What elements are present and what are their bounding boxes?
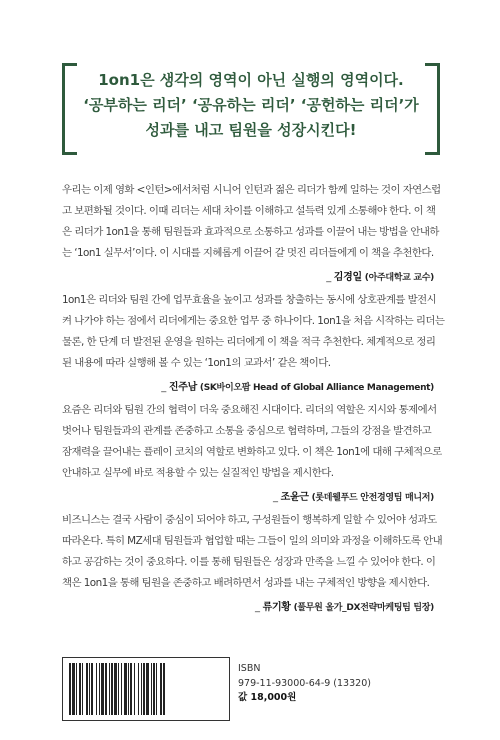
barcode-bar: [82, 663, 83, 715]
recommendation-line: 1on1은 리더와 팀원 간에 업무효율을 높이고 성과를 창출하는 동시에 상호관계를 발전시: [62, 294, 437, 306]
barcode-bar: [69, 663, 71, 715]
recommender-name: 조윤근: [280, 492, 309, 503]
barcode-icon: [63, 658, 229, 720]
barcode-bar: [89, 663, 90, 715]
recommendation-line: 우리는 이제 영화 <인턴>에서처럼 시니어 인턴과 젊은 리더가 함께 일하는 것이 자연스럽: [62, 184, 441, 196]
barcode-bar: [96, 663, 97, 715]
barcode-bar: [156, 663, 157, 715]
recommender-name: 김경일: [333, 272, 362, 283]
barcode-bar: [121, 663, 122, 715]
recommendation-3: [62, 400, 442, 506]
barcode-bar: [76, 663, 77, 715]
headline-text: [76, 68, 426, 143]
recommendation-2: [62, 290, 445, 396]
recommendation-line: 은 리더가 1on1을 통해 팀원들과 효과적으로 소통하고 성과를 이끌어 내는 방법을 안내하: [62, 226, 439, 238]
isbn-label: ISBN: [238, 663, 261, 674]
barcode-bar: [72, 663, 75, 715]
recommender-name: 류기황: [262, 602, 291, 613]
recommendation-4: [62, 510, 443, 616]
signature-dash: _: [161, 382, 166, 393]
recommender-signature: [62, 380, 434, 396]
left-bracket: [62, 63, 77, 155]
recommendation-line: 따라온다. 특히 MZ세대 팀원들과 협업할 때는 그들이 일의 의미와 과정을 이해하도록 안내: [62, 535, 443, 547]
recommendation-body: [62, 510, 443, 594]
barcode-bar: [101, 663, 104, 715]
recommender-signature: [62, 270, 434, 286]
recommendation-body: [62, 400, 442, 484]
signature-dash: _: [254, 602, 260, 613]
barcode-bar: [79, 663, 81, 715]
recommendation-body: [62, 290, 445, 374]
recommendation-line: 벗어나 팀원들과의 관계를 존중하고 소통을 중심으로 협력하며, 그들의 강점을 발견하고: [62, 425, 432, 437]
recommender-signature: [62, 490, 434, 506]
barcode-bar: [99, 663, 100, 715]
signature-dash: _: [273, 492, 278, 503]
recommender-affiliation: (아주대학교 교수): [364, 273, 434, 283]
barcode-bar: [151, 663, 152, 715]
headline-box: [62, 63, 440, 149]
recommendation-line: 물론, 한 단계 더 발전된 운영을 원하는 리더에게 이 책을 적극 추천한다. 체계적으로 정리: [62, 336, 436, 348]
barcode-bar: [160, 663, 162, 715]
recommendation-1: [62, 180, 441, 286]
barcode-bar: [128, 663, 129, 715]
recommendation-line: 된 내용에 따라 실행해 볼 수 있는 ‘1on1의 교과서’ 같은 책이다.: [62, 357, 331, 369]
book-price: 값 18,000원: [238, 692, 297, 703]
recommendation-body: [62, 180, 441, 264]
recommendation-line: 는 ‘1on1 실무서’이다. 이 시대를 지혜롭게 이끌어 갈 멋진 리더들에게 이 책을 추천한다.: [62, 247, 434, 259]
barcode-bar: [124, 663, 127, 715]
barcode-bar: [143, 663, 145, 715]
headline-line-2: ‘공부하는 리더’ ‘공유하는 리더’ ‘공헌하는 리더’가: [83, 96, 419, 114]
barcode-bar: [153, 663, 155, 715]
barcode-bar: [86, 663, 88, 715]
barcode-bar: [146, 663, 149, 715]
recommendation-line: 안내하고 실무에 바로 적용할 수 있는 실질적인 방법을 제시한다.: [62, 467, 334, 479]
signature-dash: _: [326, 272, 331, 283]
recommender-affiliation: (SK바이오팜 Head of Global Alliance Management): [199, 383, 434, 393]
headline-line-1: 1on1은 생각의 영역이 아닌 실행의 영역이다.: [98, 71, 404, 89]
barcode-bar: [109, 663, 110, 715]
recommendation-line: 켜 나가야 하는 점에서 리더에게는 중요한 업무 중 하나이다. 1on1을 처음 시작하는 리더는: [62, 315, 445, 327]
recommendation-line: 하고 공감하는 것이 중요하다. 이를 통해 팀원들은 성장과 만족을 느낄 수 있어야 한다. 이: [62, 556, 436, 568]
barcode-bar: [163, 663, 165, 715]
barcode-box: [62, 657, 230, 721]
recommendation-line: 요즘은 리더와 팀원 간의 협력이 더욱 중요해진 시대이다. 리더의 역할은 지시와 통제에서: [62, 404, 437, 416]
recommendation-line: 잠재력을 끌어내는 플레이 코치의 역할로 변화하고 있다. 이 책은 1on1에 대해 구체적으로: [62, 446, 442, 458]
barcode-bar: [118, 663, 119, 715]
isbn-block: [238, 662, 371, 706]
recommendation-line: 비즈니스는 결국 사람이 중심이 되어야 하고, 구성원들이 행복하게 일할 수 있어야 성과도: [62, 514, 437, 526]
right-bracket: [425, 63, 440, 155]
barcode-bar: [111, 663, 113, 715]
recommender-affiliation: (풀무원 올가_DX전략마케팅팀 팀장): [293, 603, 434, 613]
barcode-bar: [130, 663, 132, 715]
barcode-bar: [114, 663, 117, 715]
barcode-bar: [134, 663, 135, 715]
barcode-bar: [105, 663, 107, 715]
recommender-signature: [62, 600, 434, 616]
headline-line-3: 성과를 내고 팀원을 성장시킨다!: [145, 121, 357, 139]
barcode-bar: [141, 663, 142, 715]
recommendation-line: 고 보편화될 것이다. 이때 리더는 세대 차이를 이해하고 설득력 있게 소통해야 한다. 이 책: [62, 205, 436, 217]
recommendation-line: 책은 1on1을 통해 팀원을 존중하고 배려하면서 성과를 내는 구체적인 방향을 제시한다.: [62, 577, 430, 589]
isbn-number: 979-11-93000-64-9 (13320): [238, 677, 371, 689]
recommender-name: 진주남: [168, 382, 197, 393]
barcode-bar: [91, 663, 93, 715]
recommender-affiliation: (롯데웰푸드 안전경영팀 매니저): [311, 493, 434, 503]
barcode-bar: [138, 663, 139, 715]
